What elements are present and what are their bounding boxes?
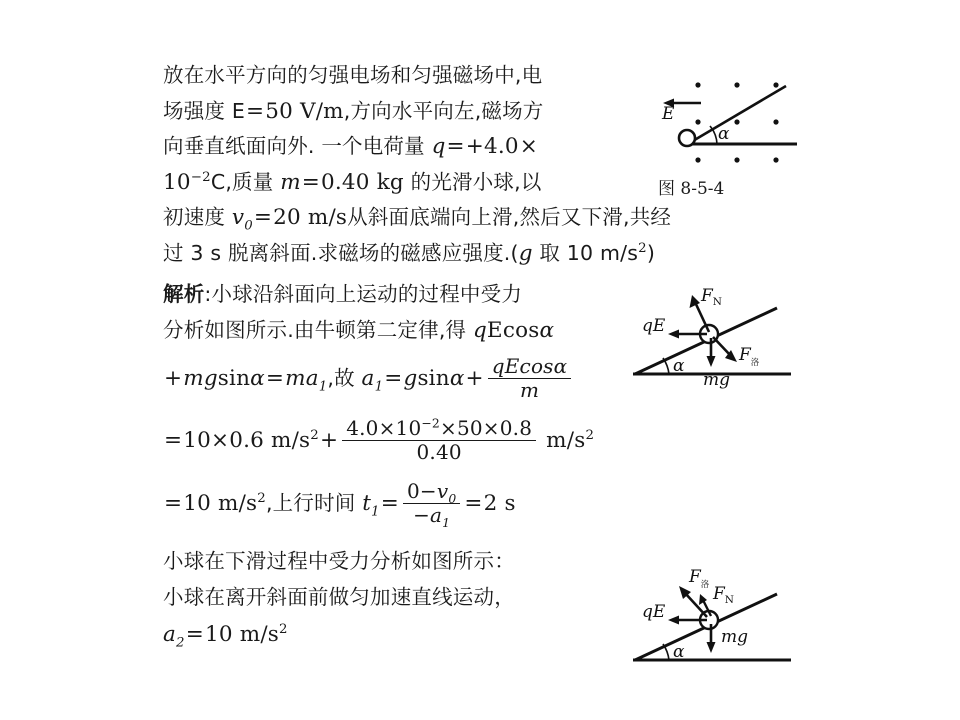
eq1-a-sub: 1 bbox=[318, 379, 328, 395]
mass-symbol: m bbox=[280, 169, 301, 195]
figure-3-svg bbox=[625, 560, 855, 680]
solution-line-3-text: 小球在下滑过程中受力分析如图所示： bbox=[163, 549, 515, 573]
problem-line-3-eq: = bbox=[446, 134, 465, 159]
figure-1-angle-label: α bbox=[718, 124, 730, 144]
figure-2-qE-label: qE bbox=[642, 316, 666, 336]
figure-2-lorentz-label: $F_洛$ bbox=[739, 345, 760, 368]
gravity-symbol: g bbox=[518, 240, 533, 266]
problem-line-2-lead: 场强度 E bbox=[163, 98, 245, 123]
problem-line-2-eq: = bbox=[245, 98, 265, 124]
eq4-equals: = bbox=[185, 622, 204, 647]
initial-velocity-symbol: v bbox=[231, 205, 245, 230]
eq4-a-sub: 2 bbox=[176, 635, 185, 651]
eq1-g: g bbox=[203, 366, 218, 391]
figure-3-FN-label: $F_N$ bbox=[713, 584, 734, 606]
problem-line-5 bbox=[163, 200, 803, 236]
problem-line-6-mid: 取 10 m/s bbox=[532, 240, 639, 265]
initial-velocity-subscript: 0 bbox=[244, 218, 253, 234]
eq3-equals: = bbox=[164, 491, 183, 516]
eq3-num-v: v bbox=[436, 479, 449, 504]
eq1-alpha2: α bbox=[449, 366, 465, 391]
figure-2-svg bbox=[625, 288, 855, 398]
figure-2-forces-moving-up bbox=[625, 288, 855, 398]
figure-2-lorentz-force-arrow-icon bbox=[713, 337, 737, 362]
ball-icon bbox=[679, 130, 695, 146]
figure-2-angle-label: α bbox=[673, 356, 685, 376]
problem-line-4-tail: 的光滑小球,以 bbox=[403, 169, 542, 194]
qEcos-alpha: α bbox=[539, 317, 555, 343]
eq2-equals: = bbox=[164, 428, 183, 453]
eq1-therefore: 故 bbox=[334, 366, 362, 390]
problem-line-2-value: 50 V/m bbox=[265, 98, 344, 124]
problem-line-1-tail: ,电 bbox=[514, 63, 543, 87]
problem-line-5-tail: 从斜面底端向上滑,然后又下滑,共经 bbox=[347, 205, 672, 229]
problem-line-6 bbox=[163, 236, 803, 272]
eq3-den-a: a bbox=[430, 502, 443, 527]
eq1-g2: g bbox=[403, 366, 418, 391]
eq3-fraction-numerator bbox=[403, 479, 460, 507]
solution-line-2-text: 分析如图所示.由牛顿第二定律,得 bbox=[163, 317, 473, 342]
qEcos-E: E bbox=[486, 317, 503, 343]
problem-line-4-value: 0.40 kg bbox=[321, 169, 404, 195]
qEcos-cos: cos bbox=[502, 317, 540, 343]
eq1-plus2: + bbox=[465, 366, 484, 391]
eq3-num-zero: 0− bbox=[406, 479, 437, 504]
problem-line-5-lead: 初速度 bbox=[163, 205, 232, 229]
equation-line-2 bbox=[163, 415, 803, 467]
eq1-m: m bbox=[183, 366, 204, 391]
charge-symbol: q bbox=[431, 134, 446, 159]
eq1-a2-sub: 1 bbox=[374, 379, 384, 395]
eq1-equals: = bbox=[265, 366, 285, 391]
eq1-plus: + bbox=[164, 366, 183, 391]
eq3-equals2: = bbox=[380, 491, 399, 516]
eq1-comma: , bbox=[327, 366, 335, 390]
eq2-fraction-numerator bbox=[342, 417, 536, 439]
eq3-text: ,上行时间 bbox=[265, 491, 363, 515]
figure-1-svg bbox=[660, 68, 870, 178]
eq1-alpha: α bbox=[250, 366, 265, 391]
problem-line-5-eq: = bbox=[253, 205, 273, 230]
eq3-fraction bbox=[403, 479, 460, 530]
figure-3-forces-moving-down bbox=[625, 560, 855, 680]
eq2-num-tail: ×50×0.8 bbox=[440, 416, 533, 441]
eq1-equals2: = bbox=[384, 366, 403, 391]
eq2-unit-exp: 2 bbox=[585, 427, 595, 443]
eq1-a2: a bbox=[361, 366, 375, 391]
eq1-fraction-denominator: m bbox=[488, 378, 572, 401]
figure-1-E-label: E bbox=[662, 104, 675, 124]
problem-line-2-dir: ,方向水平向左 bbox=[343, 98, 475, 123]
eq2-unit: m/s bbox=[539, 428, 586, 453]
solution-line-1-text: 小球沿斜面向上运动的过程中受力 bbox=[211, 282, 523, 306]
eq1-sin: sin bbox=[217, 366, 251, 391]
problem-line-4-power-base: 10 bbox=[163, 169, 191, 195]
eq3-den-a-sub: 1 bbox=[442, 514, 451, 530]
figure-3-mg-label: mg bbox=[721, 627, 749, 647]
eq3-exp: 2 bbox=[257, 490, 266, 506]
eq1-fraction-numerator: qEcosα bbox=[491, 354, 568, 379]
problem-line-1-text: 放在水平方向的匀强电场和匀强磁场中 bbox=[163, 63, 515, 87]
eq1-fraction bbox=[488, 355, 572, 401]
eq2-fraction-denominator: 0.40 bbox=[342, 440, 536, 463]
eq3-num-v-sub: 0 bbox=[448, 491, 457, 507]
qEcos-q: q bbox=[472, 317, 487, 343]
problem-line-6-lead: 过 3 s 脱离斜面.求磁场的磁感应强度.( bbox=[163, 240, 519, 265]
eq2-num-base: 4.0×10 bbox=[346, 416, 422, 441]
eq1-m2: m bbox=[285, 366, 306, 391]
eq3-value: 10 m/s bbox=[183, 491, 258, 516]
eq3-t-sub: 1 bbox=[371, 504, 380, 520]
equation-line-3 bbox=[163, 477, 803, 530]
eq3-equals3: = bbox=[464, 491, 483, 516]
eq3-result: 2 s bbox=[483, 491, 516, 516]
eq2-plus: + bbox=[319, 428, 339, 453]
problem-line-3-value: +4.0 bbox=[465, 134, 519, 159]
eq4-exp: 2 bbox=[279, 621, 288, 637]
eq4-a: a bbox=[163, 622, 177, 647]
figure-3-angle-label: α bbox=[673, 642, 685, 662]
figure-1-caption: 图 8-5-4 bbox=[658, 179, 725, 199]
eq2-term1: 10×0.6 m/s bbox=[183, 428, 311, 453]
problem-line-6-tail: ) bbox=[646, 240, 656, 265]
figure-2-FN-label: $F_N$ bbox=[701, 286, 722, 308]
figure-3-qE-label: qE bbox=[642, 602, 666, 622]
problem-line-4-unit: C,质量 bbox=[210, 169, 281, 194]
figure-1-incline-with-field bbox=[658, 68, 870, 199]
eq3-den-minus: − bbox=[413, 502, 431, 527]
problem-line-4-power-exp: −2 bbox=[190, 169, 211, 185]
figure-3-lorentz-label: $F_洛$ bbox=[689, 567, 710, 590]
solution-label: 解析 bbox=[163, 282, 205, 306]
figure-2-mg-label: mg bbox=[703, 370, 731, 390]
eq2-term1-exp: 2 bbox=[310, 427, 319, 443]
problem-line-4-eq: = bbox=[301, 169, 320, 195]
eq1-a: a bbox=[305, 366, 319, 391]
eq2-fraction bbox=[342, 417, 536, 463]
eq3-t: t bbox=[362, 491, 372, 516]
problem-line-3-times: × bbox=[519, 134, 538, 159]
incline-line bbox=[686, 86, 786, 145]
eq4-value: 10 m/s bbox=[204, 622, 279, 647]
problem-line-2-tail: ,磁场方 bbox=[474, 98, 544, 123]
eq2-num-exp: −2 bbox=[421, 415, 441, 431]
problem-line-3-lead: 向垂直纸面向外. 一个电荷量 bbox=[163, 134, 432, 158]
eq1-sin2: sin bbox=[417, 366, 450, 391]
solution-line-4-text: 小球在离开斜面前做匀加速直线运动， bbox=[163, 584, 515, 609]
problem-line-6-exp: 2 bbox=[638, 240, 647, 256]
problem-line-5-value: 20 m/s bbox=[273, 205, 348, 230]
solution-colon: : bbox=[204, 282, 212, 306]
magnetic-field-dots-icon bbox=[695, 82, 778, 162]
